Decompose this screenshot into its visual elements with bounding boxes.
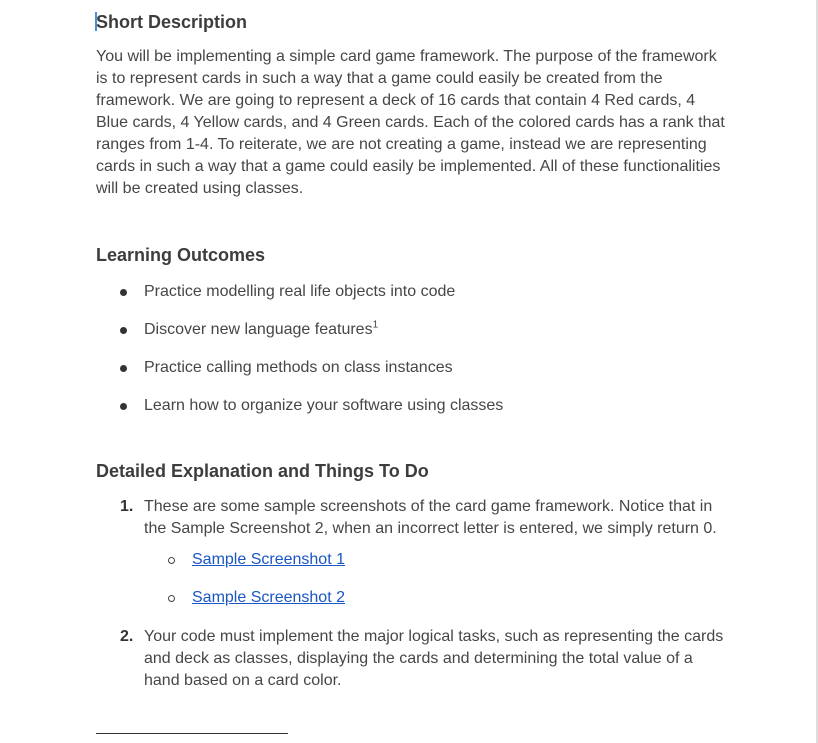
item-text: These are some sample screenshots of the card game framework. Notice that in the Sample Screenshot 2, when an incorrect letter is entered, we simply return 0.: [144, 498, 717, 537]
short-description-heading: Short Description: [96, 12, 248, 32]
sub-list-item: [168, 549, 345, 571]
short-description-paragraph: You will be implementing a simple card game framework. The purpose of the framework is to represent cards in such a way that a game could easily be created from the framework. We are going to represent a deck of 16 cards that contain 4 Red cards, 4 Blue cards, 4 Yellow cards, and 4 Green cards. Each of the colored cards has a rank that ranges from 1-4. To reiterate, we are not creating a game, instead we are representing cards in such a way that a game could easily be implemented. All of these functionalities will be created using classes.: [96, 48, 725, 197]
detailed-explanation-heading: Detailed Explanation and Things To Do: [96, 461, 429, 481]
bullet-icon: [120, 365, 127, 372]
footnote-divider: [96, 733, 288, 734]
list-item: Learn how to organize your software using classes: [96, 395, 503, 433]
sample-screenshot-1-link[interactable]: Sample Screenshot 1: [192, 551, 345, 568]
footnote-reference[interactable]: 1: [372, 319, 379, 331]
sample-screenshot-2-link[interactable]: Sample Screenshot 2: [192, 589, 345, 606]
learning-outcomes-heading: Learning Outcomes: [96, 245, 266, 265]
bullet-icon: [120, 403, 127, 410]
list-item: Discover new language features$^1$: [96, 319, 503, 357]
numbered-item: [96, 626, 726, 692]
list-item: Practice modelling real life objects into code: [96, 281, 503, 319]
circle-bullet-icon: [168, 595, 175, 602]
bullet-icon: [120, 289, 127, 296]
bullet-icon: [120, 327, 127, 334]
numbered-item: [96, 496, 726, 540]
item-number: 2.: [120, 628, 134, 645]
item-text: Your code must implement the major logical tasks, such as representing the cards and deck as classes, displaying the cards and determining the total value of a hand based on a card color.: [144, 628, 724, 689]
list-item: Practice calling methods on class instances: [96, 357, 503, 395]
sub-list-item: [168, 587, 345, 609]
learning-outcomes-list: [96, 281, 503, 433]
circle-bullet-icon: [168, 557, 175, 564]
item-number: 1.: [120, 498, 134, 515]
